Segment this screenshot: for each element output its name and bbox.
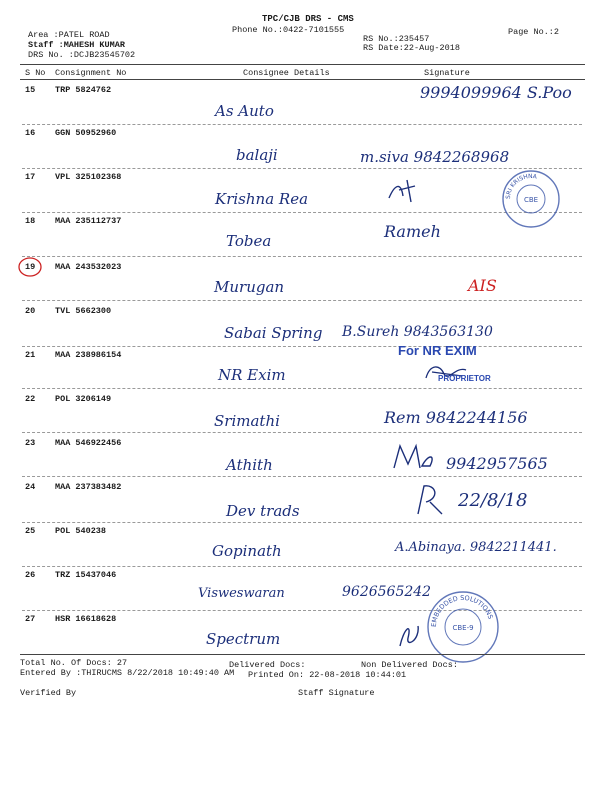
row-signature: Rem 9842244156 [384, 408, 528, 427]
page-title: TPC/CJB DRS - CMS [262, 14, 354, 24]
row-consignee: Krishna Rea [215, 190, 309, 208]
cbe-stamp-ring-text: SRI KRISHNA [504, 172, 538, 200]
cbe-stamp-center-text: CBE [523, 196, 539, 204]
row-consignment: MAA 243532023 [55, 262, 122, 272]
row-signature: 9942957565 [446, 454, 548, 473]
phone-number: Phone No.:0422-7101555 [232, 25, 345, 35]
handwritten-initials-mark [390, 440, 440, 474]
row-consignment: VPL 325102368 [55, 172, 122, 182]
row-signature: AIS [468, 276, 497, 295]
row-sno: 19 [25, 262, 36, 272]
row-signature: Rameh [384, 222, 441, 241]
solutions-stamp-center-text: CBE-9 [452, 624, 474, 632]
row-signature: 9626565242 [342, 584, 432, 600]
entered-by: Entered By :THIRUCMS 8/22/2018 10:49:40 AM [20, 668, 235, 678]
row-consignee: Spectrum [206, 630, 281, 648]
row-consignment: MAA 238986154 [55, 350, 122, 360]
col-header-sno: S No [25, 68, 46, 78]
verified-by: Verified By [20, 688, 77, 698]
delivered-docs: Delivered Docs: [229, 660, 306, 670]
row-separator [22, 566, 582, 567]
row-sno: 21 [25, 350, 36, 360]
row-consignment: MAA 235112737 [55, 216, 122, 226]
col-header-consignment: Consignment No [55, 68, 127, 78]
row-sno: 25 [25, 526, 36, 536]
row-sno: 23 [25, 438, 36, 448]
staff-field: Staff :MAHESH KUMAR [28, 40, 125, 50]
row-sno: 17 [25, 172, 36, 182]
col-header-signature: Signature [424, 68, 470, 78]
footer-rule [20, 654, 585, 655]
row-consignment: MAA 546922456 [55, 438, 122, 448]
row-separator [22, 432, 582, 433]
rs-date: RS Date:22-Aug-2018 [363, 43, 460, 53]
row-consignment: POL 540238 [55, 526, 107, 536]
row-signature: A.Abinaya. 9842211441. [395, 540, 557, 555]
page-number: Page No.:2 [508, 27, 560, 37]
staff-signature: Staff Signature [298, 688, 375, 698]
row-separator [22, 124, 582, 125]
row-sno: 27 [25, 614, 36, 624]
row-separator [22, 256, 582, 257]
non-delivered-docs: Non Delivered Docs: [361, 660, 458, 670]
row-consignee: Gopinath [212, 542, 282, 560]
row-separator [22, 212, 582, 213]
nr-exim-stamp-proprietor: PROPRIETOR [438, 374, 491, 383]
handwritten-initials-mark [412, 480, 452, 520]
row-signature: 22/8/18 [458, 490, 528, 511]
row-consignee: balaji [236, 146, 278, 164]
rs-number: RS No.:235457 [363, 34, 430, 44]
row-sno: 22 [25, 394, 36, 404]
row-consignment: MAA 237383482 [55, 482, 122, 492]
nr-exim-stamp-title: For NR EXIM [398, 343, 477, 358]
row-consignment: POL 3206149 [55, 394, 112, 404]
row-signature: B.Sureh 9843563130 [342, 324, 493, 340]
drs-number: DRS No. :DCJB23545702 [28, 50, 136, 60]
row-consignment: GGN 50952960 [55, 128, 117, 138]
header-rule-top [20, 64, 585, 65]
row-sno: 18 [25, 216, 36, 226]
row-consignee: Murugan [214, 278, 285, 296]
handwritten-signature-mark [385, 176, 425, 204]
row-sno: 16 [25, 128, 36, 138]
solutions-stamp-ring-text: EMBEDDED SOLUTIONS [429, 593, 495, 628]
total-docs: Total No. Of Docs: 27 [20, 658, 128, 668]
row-consignee: Dev trads [226, 502, 300, 520]
printed-on: Printed On: 22-08-2018 10:44:01 [248, 670, 407, 680]
row-sno: 24 [25, 482, 36, 492]
row-consignment: TRZ 15437046 [55, 570, 117, 580]
col-header-consignee: Consignee Details [243, 68, 330, 78]
row-separator [22, 388, 582, 389]
header-rule-bottom [20, 79, 585, 80]
row-consignment: TRP 5824762 [55, 85, 112, 95]
row-separator [22, 346, 582, 347]
row-consignment: HSR 16618628 [55, 614, 117, 624]
row-sno: 20 [25, 306, 36, 316]
row-consignee: As Auto [215, 102, 274, 120]
handwritten-signature-mark [396, 618, 424, 652]
row-sno: 15 [25, 85, 36, 95]
row-signature: 9994099964 S.Poo [420, 83, 572, 102]
row-consignee: Tobea [226, 232, 272, 250]
row-consignment: TVL 5662300 [55, 306, 112, 316]
row-separator [22, 168, 582, 169]
row-consignee: Athith [226, 456, 273, 474]
row-separator [22, 522, 582, 523]
row-sno: 26 [25, 570, 36, 580]
row-consignee: NR Exim [218, 366, 286, 384]
row-signature: m.siva 9842268968 [360, 148, 510, 166]
row-consignee: Visweswaran [198, 586, 285, 601]
row-consignee: Sabai Spring [224, 324, 323, 342]
row-separator [22, 476, 582, 477]
cbe-round-stamp [500, 168, 562, 230]
row-consignee: Srimathi [214, 412, 280, 430]
row-separator [22, 300, 582, 301]
area-field: Area :PATEL ROAD [28, 30, 110, 40]
